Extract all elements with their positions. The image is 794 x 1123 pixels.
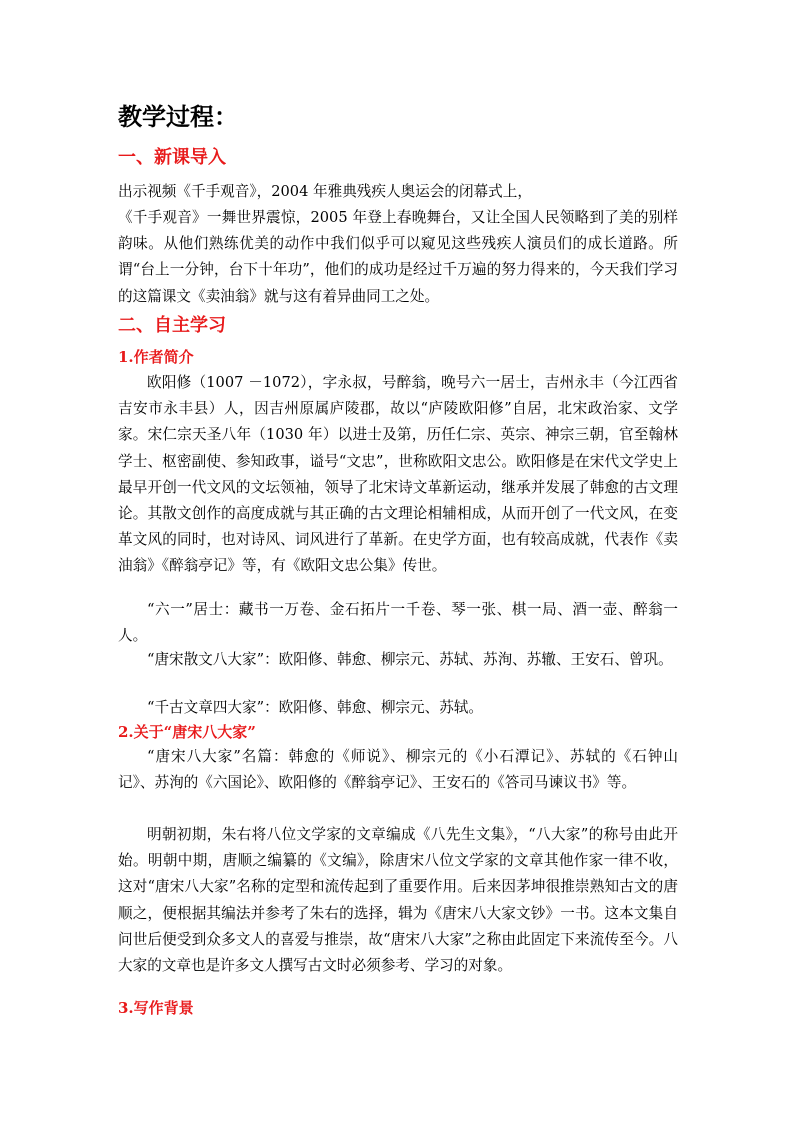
subsection-heading-author: 1.作者简介 xyxy=(118,348,194,366)
author-paragraph-4: “千古文章四大家”：欧阳修、韩愈、柳宗元、苏轼。 xyxy=(147,699,483,716)
eight-masters-paragraph-2: 明朝初期，朱右将八位文学家的文章编成《八先生文集》，“八大家”的称号由此开始。明朝中期，唐顺之编纂的《文编》，除唐宋八位文学家的文章其他作家一律不收，这对“唐宋八大家”名称的定型和流传起到了重要作用。后来因茅坤很推崇熟知古文的唐顺之，便根据其编法并参考了朱右的选择，辑为《唐宋八大家文钞》一书。这本文集自问世后便受到众多文人的喜爱与推崇，故“唐宋八大家”之称由此固定下来流传至今。八大家的文章也是许多文人撰写古文时必须参考、学习的对象。 xyxy=(118,826,678,975)
author-paragraph-1: 欧阳修（1007 －1072），字永叔，号醉翁，晚号六一居士，吉州永丰（今江西省吉安市永丰县）人，因吉州原属庐陵郡，故以“庐陵欧阳修”自居，北宋政治家、文学家。宋仁宗天圣八年（1030 年）以进士及第，历任仁宗、英宗、神宗三朝，官至翰林学士、枢密副使、参知政事，谥号“文忠”，世称欧阳文忠公。欧阳修是在宋代文学史上最早开创一代文风的文坛领袖，领导了北宋诗文革新运动，继承并发展了韩愈的古文理论。其散文创作的高度成就与其正确的古文理论相辅相成，从而开创了一代文风，在变革文风的同时，也对诗风、词风进行了革新。在史学方面，也有较高成就，代表作《卖油翁》《醉翁亭记》等，有《欧阳文忠公集》传世。 xyxy=(118,374,678,575)
author-paragraph-2: “六一”居士：藏书一万卷、金石拓片一千卷、琴一张、棋一局、酒一壶、醉翁一人。 xyxy=(118,601,678,645)
section-heading-self-study: 二、自主学习 xyxy=(118,315,226,336)
intro-paragraph-2: 《千手观音》一舞世界震惊，2005 年登上春晚舞台，又让全国人民领略到了美的别样韵味。从他们熟练优美的动作中我们似乎可以窥见这些残疾人演员们的成长道路。所谓“台上一分钟，台下十年功”，他们的成功是经过千万遍的努力得来的，今天我们学习的这篇课文《卖油翁》就与这有着异曲同工之处。 xyxy=(118,209,678,305)
eight-masters-paragraph-1: “唐宋八大家”名篇：韩愈的《师说》、柳宗元的《小石潭记》、苏轼的《石钟山记》、苏洵的《六国论》、欧阳修的《醉翁亭记》、王安石的《答司马谏议书》等。 xyxy=(118,748,678,792)
section-heading-intro: 一、新课导入 xyxy=(118,147,226,168)
intro-paragraph-1: 出示视频《千手观音》，2004 年雅典残疾人奥运会的闭幕式上， xyxy=(118,183,532,200)
subsection-heading-background: 3.写作背景 xyxy=(118,999,194,1017)
subsection-heading-eight-masters: 2.关于“唐宋八大家” xyxy=(118,723,256,741)
page-title: 教学过程： xyxy=(118,102,238,131)
author-paragraph-3: “唐宋散文八大家”：欧阳修、韩愈、柳宗元、苏轼、苏洵、苏辙、王安石、曾巩。 xyxy=(147,651,673,668)
